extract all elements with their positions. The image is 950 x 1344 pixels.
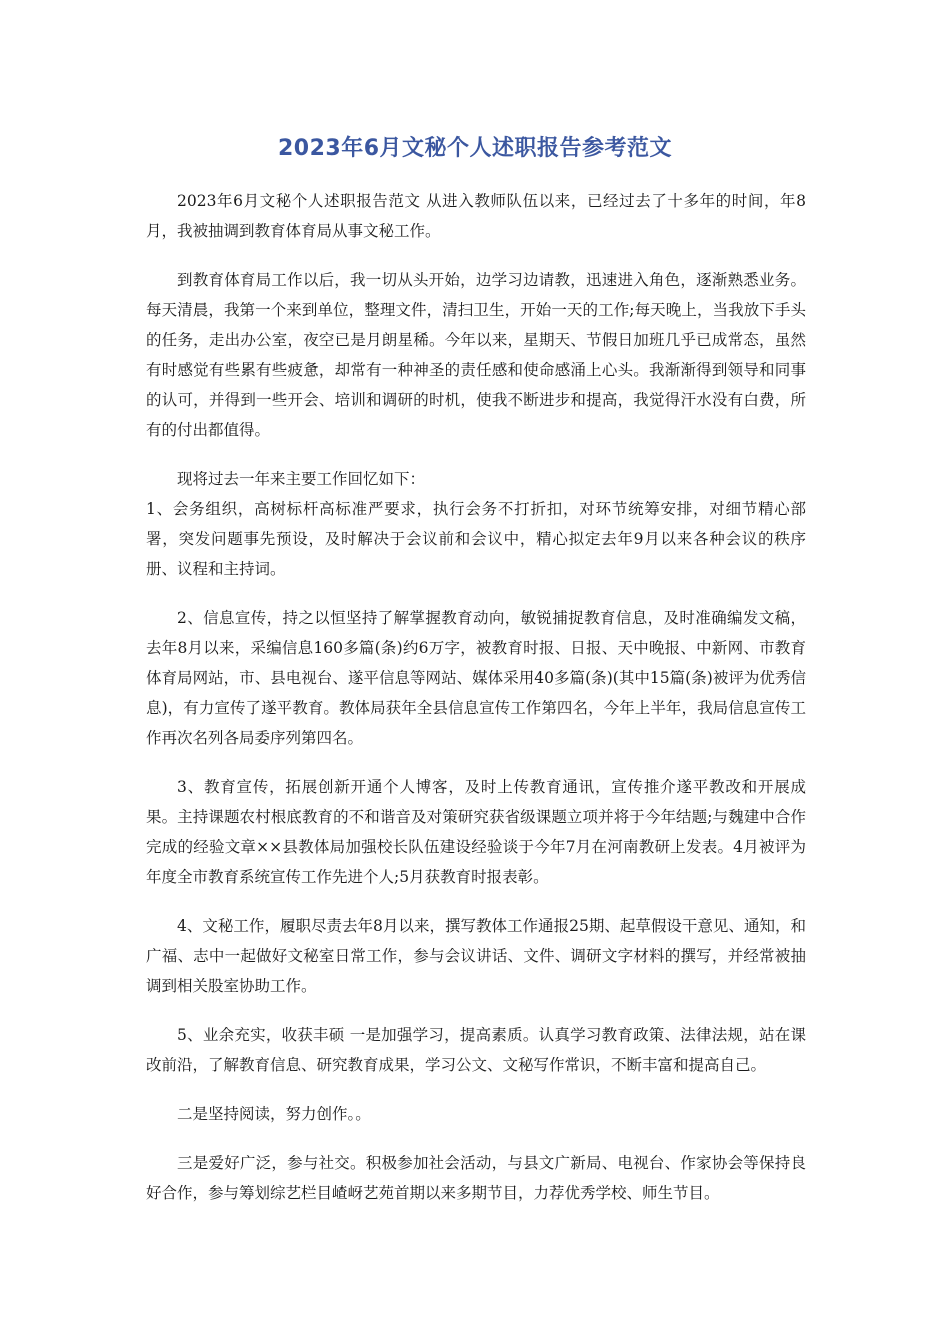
document-title: 2023年6月文秘个人述职报告参考范文 [277,136,673,161]
paragraph-item-1: 1、会务组织，高树标杆高标准严要求，执行会务不打折扣，对环节统筹安排，对细节精心部署，突发问题事先预设，及时解决于会议前和会议中，精心拟定去年9月以来各种会议的秩序册、议程和主持词。 [146,500,806,578]
paragraph-hobbies: 三是爱好广泛，参与社交。积极参加社会活动，与县文广新局、电视台、作家协会等保持良好合作，参与筹划综艺栏目嵖岈艺苑首期以来多期节目，力荐优秀学校、师生节目。 [146,1154,806,1202]
paragraph-item-2: 2、信息宣传，持之以恒坚持了解掌握教育动向，敏锐捕捉教育信息，及时准确编发文稿，去年8月以来，采编信息160多篇(条)约6万字，被教育时报、日报、天中晚报、中新网、市教育体育局网站，市、县电视台、遂平信息等网站、媒体采用40多篇(条)(其中15篇(条)被评为优秀信息)，有力宣传了遂平教育。教体局获年全县信息宣传工作第四名，今年上半年，我局信息宣传工作再次名列各局委序列第四名。 [146,609,806,747]
paragraph-reading: 二是坚持阅读，努力创作。。 [177,1105,371,1123]
paragraph-item-5: 5、业余充实，收获丰硕 一是加强学习，提高素质。认真学习教育政策、法律法规，站在课改前沿，了解教育信息、研究教育成果，学习公文、文秘写作常识，不断丰富和提高自己。 [146,1026,806,1074]
document-body [146,186,806,1227]
paragraph-item-4: 4、文秘工作，履职尽责去年8月以来，撰写教体工作通报25期、起草假设干意见、通知，和广福、志中一起做好文秘室日常工作，参与会议讲话、文件、调研文字材料的撰写，并经常被抽调到相关股室协助工作。 [146,917,806,995]
paragraph-work-start: 到教育体育局工作以后，我一切从头开始，边学习边请教，迅速进入角色，逐渐熟悉业务。每天清晨，我第一个来到单位，整理文件，清扫卫生，开始一天的工作;每天晚上，当我放下手头的任务，走出办公室，夜空已是月朗星稀。今年以来，星期天、节假日加班几乎已成常态，虽然有时感觉有些累有些疲惫，却常有一种神圣的责任感和使命感涌上心头。我渐渐得到领导和同事的认可，并得到一些开会、培训和调研的时机，使我不断进步和提高，我觉得汗水没有白费，所有的付出都值得。 [146,271,806,439]
paragraph-intro: 2023年6月文秘个人述职报告范文 从进入教师队伍以来，已经过去了十多年的时间，年8月，我被抽调到教育体育局从事文秘工作。 [146,192,806,240]
paragraph-item-3: 3、教育宣传，拓展创新开通个人博客，及时上传教育通讯，宣传推介遂平教改和开展成果。主持课题农村根底教育的不和谐音及对策研究获省级课题立项并将于今年结题;与魏建中合作完成的经验文章××县教体局加强校长队伍建设经验谈于今年7月在河南教研上发表。4月被评为年度全市教育系统宣传工作先进个人;5月获教育时报表彰。 [146,778,806,886]
paragraph-review-heading: 现将过去一年来主要工作回忆如下： [177,470,426,488]
